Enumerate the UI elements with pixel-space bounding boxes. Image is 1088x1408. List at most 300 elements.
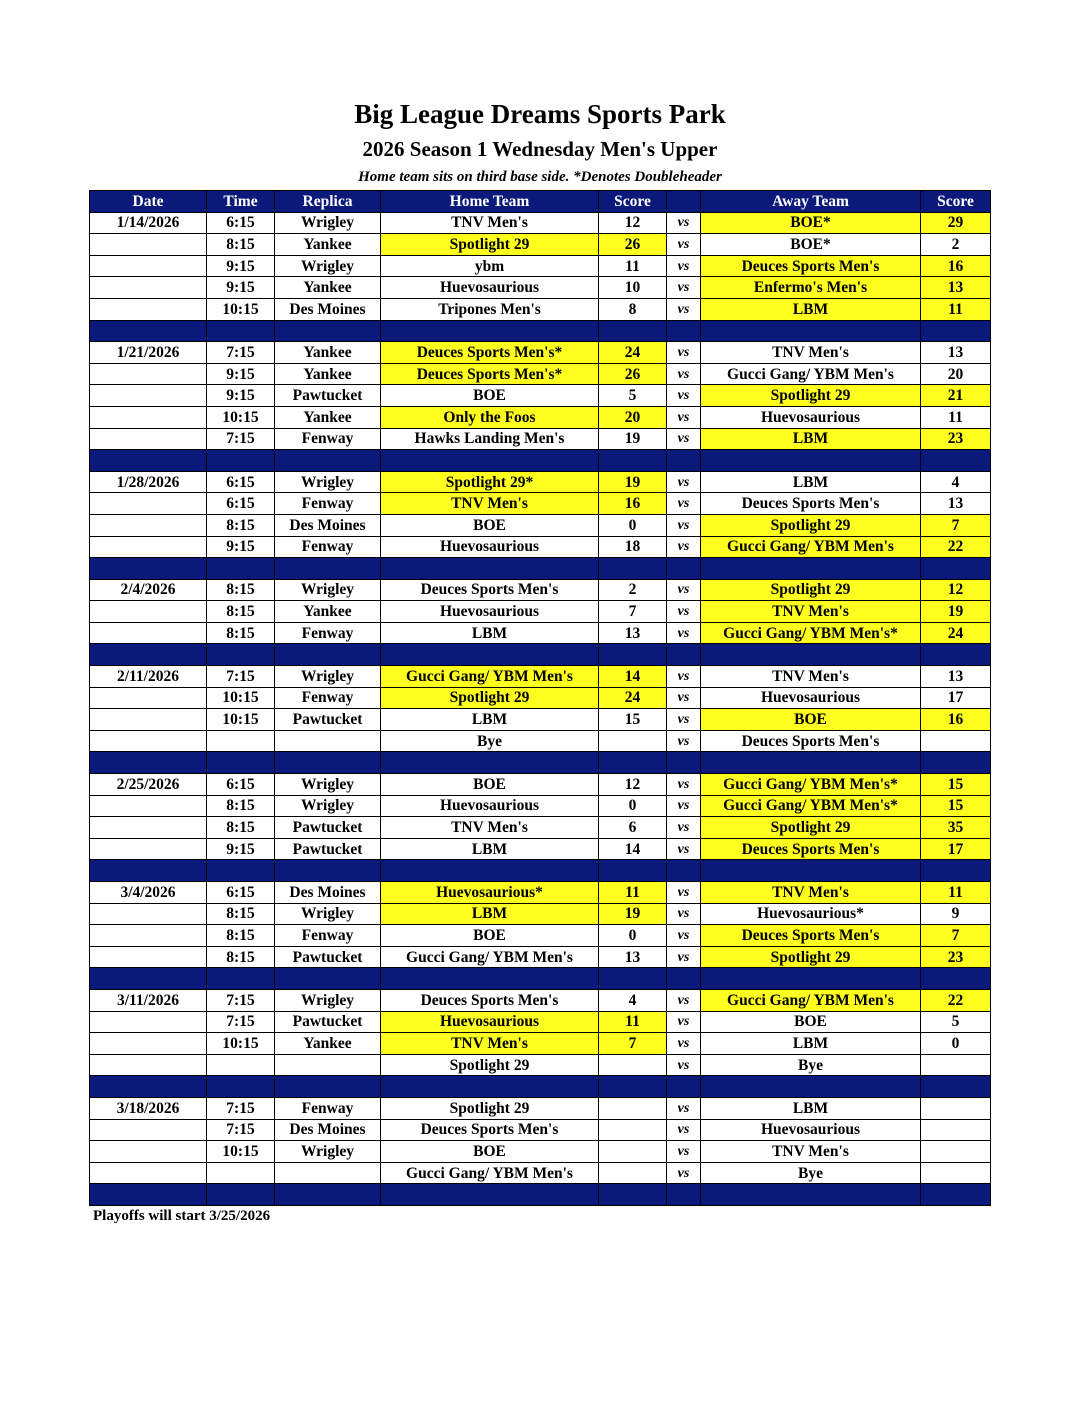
separator-cell (701, 558, 921, 580)
away-team: Gucci Gang/ YBM Men's (701, 363, 921, 385)
away-score (921, 1097, 991, 1119)
home-score: 19 (599, 428, 667, 450)
game-replica-field: Wrigley (275, 774, 381, 796)
game-time: 8:15 (207, 514, 275, 536)
away-team: TNV Men's (701, 666, 921, 688)
separator-cell (667, 752, 701, 774)
game-date: 1/14/2026 (90, 212, 207, 234)
game-replica-field: Pawtucket (275, 817, 381, 839)
away-team: TNV Men's (701, 882, 921, 904)
separator-cell (275, 320, 381, 342)
vs-label: vs (667, 255, 701, 277)
game-time: 8:15 (207, 925, 275, 947)
home-team: Spotlight 29 (381, 1054, 599, 1076)
game-time: 7:15 (207, 666, 275, 688)
home-team: TNV Men's (381, 212, 599, 234)
home-team: Huevosaurious (381, 277, 599, 299)
separator-cell (599, 860, 667, 882)
away-score: 16 (921, 709, 991, 731)
home-score: 0 (599, 795, 667, 817)
game-row (90, 1033, 991, 1055)
separator-cell (701, 1184, 921, 1206)
vs-label: vs (667, 1162, 701, 1184)
vs-label: vs (667, 1097, 701, 1119)
game-row (90, 817, 991, 839)
away-team: LBM (701, 428, 921, 450)
game-time: 7:15 (207, 989, 275, 1011)
separator-cell (275, 450, 381, 472)
away-score: 13 (921, 342, 991, 364)
game-time: 6:15 (207, 471, 275, 493)
separator-cell (667, 968, 701, 990)
game-row (90, 471, 991, 493)
separator-cell (667, 1184, 701, 1206)
game-row (90, 234, 991, 256)
home-team: Huevosaurious (381, 601, 599, 623)
away-score: 16 (921, 255, 991, 277)
away-team: Spotlight 29 (701, 946, 921, 968)
game-row (90, 601, 991, 623)
home-score: 24 (599, 342, 667, 364)
away-team: TNV Men's (701, 601, 921, 623)
game-replica-field: Yankee (275, 1033, 381, 1055)
home-score: 10 (599, 277, 667, 299)
game-date: 3/4/2026 (90, 882, 207, 904)
separator-cell (207, 752, 275, 774)
separator-cell (207, 450, 275, 472)
game-date: 2/25/2026 (90, 774, 207, 796)
vs-label: vs (667, 277, 701, 299)
away-team: Spotlight 29 (701, 817, 921, 839)
home-team: Deuces Sports Men's (381, 579, 599, 601)
home-team: BOE (381, 1141, 599, 1163)
separator-cell (599, 644, 667, 666)
home-team: BOE (381, 774, 599, 796)
week-separator (90, 644, 991, 666)
game-replica-field: Wrigley (275, 989, 381, 1011)
game-time: 6:15 (207, 882, 275, 904)
home-team: Spotlight 29 (381, 1097, 599, 1119)
game-date (90, 428, 207, 450)
away-team: Spotlight 29 (701, 514, 921, 536)
week-separator (90, 558, 991, 580)
vs-label: vs (667, 795, 701, 817)
away-team: Gucci Gang/ YBM Men's* (701, 622, 921, 644)
game-row (90, 363, 991, 385)
separator-cell (921, 644, 991, 666)
game-replica-field: Fenway (275, 493, 381, 515)
home-score (599, 730, 667, 752)
home-team: LBM (381, 709, 599, 731)
separator-cell (207, 1184, 275, 1206)
game-date (90, 1141, 207, 1163)
away-score: 15 (921, 774, 991, 796)
away-score: 12 (921, 579, 991, 601)
home-score: 4 (599, 989, 667, 1011)
game-replica-field: Yankee (275, 363, 381, 385)
header-date: Date (90, 191, 207, 213)
separator-cell (667, 860, 701, 882)
game-date: 1/21/2026 (90, 342, 207, 364)
game-time: 7:15 (207, 428, 275, 450)
home-score (599, 1141, 667, 1163)
game-row (90, 622, 991, 644)
away-score: 2 (921, 234, 991, 256)
game-row (90, 903, 991, 925)
game-date (90, 255, 207, 277)
header-row (90, 191, 991, 213)
game-time: 10:15 (207, 709, 275, 731)
week-separator (90, 752, 991, 774)
game-date (90, 795, 207, 817)
game-row (90, 709, 991, 731)
game-replica-field: Wrigley (275, 579, 381, 601)
playoffs-note: Playoffs will start 3/25/2026 (93, 1208, 271, 1224)
game-replica-field (275, 1162, 381, 1184)
home-team: BOE (381, 385, 599, 407)
vs-label: vs (667, 946, 701, 968)
game-date: 3/18/2026 (90, 1097, 207, 1119)
away-score: 11 (921, 882, 991, 904)
away-team: Gucci Gang/ YBM Men's (701, 989, 921, 1011)
game-replica-field: Fenway (275, 687, 381, 709)
separator-cell (667, 558, 701, 580)
game-row (90, 687, 991, 709)
home-score: 24 (599, 687, 667, 709)
game-time: 8:15 (207, 817, 275, 839)
away-score: 21 (921, 385, 991, 407)
separator-cell (921, 968, 991, 990)
game-row (90, 493, 991, 515)
home-team: BOE (381, 925, 599, 947)
separator-cell (207, 558, 275, 580)
week-separator (90, 1184, 991, 1206)
separator-cell (90, 752, 207, 774)
game-date (90, 1119, 207, 1141)
home-score: 0 (599, 925, 667, 947)
away-team: Enfermo's Men's (701, 277, 921, 299)
home-team: Hawks Landing Men's (381, 428, 599, 450)
separator-cell (275, 1184, 381, 1206)
game-replica-field: Wrigley (275, 212, 381, 234)
separator-cell (701, 968, 921, 990)
game-date (90, 601, 207, 623)
separator-cell (701, 320, 921, 342)
home-team: ybm (381, 255, 599, 277)
game-date (90, 277, 207, 299)
separator-cell (599, 320, 667, 342)
away-score: 13 (921, 493, 991, 515)
home-team: Deuces Sports Men's* (381, 342, 599, 364)
game-replica-field: Yankee (275, 277, 381, 299)
header-time: Time (207, 191, 275, 213)
game-row (90, 882, 991, 904)
vs-label: vs (667, 709, 701, 731)
separator-cell (599, 558, 667, 580)
separator-cell (701, 450, 921, 472)
away-score: 4 (921, 471, 991, 493)
game-date (90, 687, 207, 709)
away-score: 22 (921, 536, 991, 558)
separator-cell (921, 558, 991, 580)
game-date (90, 925, 207, 947)
week-separator (90, 450, 991, 472)
home-score: 5 (599, 385, 667, 407)
home-team: Deuces Sports Men's (381, 989, 599, 1011)
header-away-team: Away Team (701, 191, 921, 213)
vs-label: vs (667, 882, 701, 904)
game-row (90, 514, 991, 536)
separator-cell (381, 450, 599, 472)
separator-cell (381, 752, 599, 774)
game-replica-field (275, 1054, 381, 1076)
game-replica-field: Pawtucket (275, 709, 381, 731)
game-time: 8:15 (207, 601, 275, 623)
game-row (90, 406, 991, 428)
separator-cell (90, 1184, 207, 1206)
game-time: 8:15 (207, 622, 275, 644)
game-date (90, 622, 207, 644)
away-team: Bye (701, 1054, 921, 1076)
away-score: 13 (921, 277, 991, 299)
separator-cell (275, 752, 381, 774)
game-row (90, 428, 991, 450)
game-time: 7:15 (207, 1011, 275, 1033)
separator-cell (921, 320, 991, 342)
doubleheader-note: Home team sits on third base side. *Denotes Doubleheader (358, 169, 722, 185)
away-team: BOE (701, 1011, 921, 1033)
away-score: 35 (921, 817, 991, 839)
game-replica-field: Yankee (275, 601, 381, 623)
game-time: 9:15 (207, 536, 275, 558)
separator-cell (275, 558, 381, 580)
header-home-team: Home Team (381, 191, 599, 213)
game-replica-field: Fenway (275, 536, 381, 558)
away-team: Deuces Sports Men's (701, 255, 921, 277)
vs-label: vs (667, 536, 701, 558)
game-date (90, 946, 207, 968)
away-team: LBM (701, 471, 921, 493)
game-row (90, 774, 991, 796)
away-team: BOE (701, 709, 921, 731)
home-team: Spotlight 29 (381, 234, 599, 256)
game-replica-field: Yankee (275, 342, 381, 364)
away-score: 23 (921, 428, 991, 450)
home-score (599, 1119, 667, 1141)
game-time: 8:15 (207, 903, 275, 925)
vs-label: vs (667, 298, 701, 320)
away-team: Deuces Sports Men's (701, 493, 921, 515)
away-team: Huevosaurious (701, 406, 921, 428)
game-date (90, 838, 207, 860)
vs-label: vs (667, 666, 701, 688)
separator-cell (381, 1184, 599, 1206)
game-replica-field: Fenway (275, 622, 381, 644)
separator-cell (701, 1076, 921, 1098)
game-time: 10:15 (207, 687, 275, 709)
separator-cell (921, 752, 991, 774)
home-team: Huevosaurious* (381, 882, 599, 904)
vs-label: vs (667, 212, 701, 234)
vs-label: vs (667, 687, 701, 709)
separator-cell (207, 860, 275, 882)
away-score: 7 (921, 925, 991, 947)
week-separator (90, 320, 991, 342)
away-team: Spotlight 29 (701, 385, 921, 407)
page-title: Big League Dreams Sports Park (354, 99, 726, 129)
separator-cell (701, 860, 921, 882)
game-time: 8:15 (207, 946, 275, 968)
separator-cell (275, 1076, 381, 1098)
game-time: 10:15 (207, 1033, 275, 1055)
home-score: 16 (599, 493, 667, 515)
header-home-score: Score (599, 191, 667, 213)
game-time: 6:15 (207, 493, 275, 515)
home-score: 0 (599, 514, 667, 536)
away-score: 23 (921, 946, 991, 968)
away-team: Gucci Gang/ YBM Men's (701, 536, 921, 558)
away-team: BOE* (701, 212, 921, 234)
away-team: Huevosaurious (701, 1119, 921, 1141)
game-date (90, 1011, 207, 1033)
game-time: 7:15 (207, 1119, 275, 1141)
game-date (90, 1162, 207, 1184)
home-team: Bye (381, 730, 599, 752)
game-row (90, 1162, 991, 1184)
separator-cell (921, 1184, 991, 1206)
game-time: 10:15 (207, 298, 275, 320)
separator-cell (275, 860, 381, 882)
away-score: 19 (921, 601, 991, 623)
separator-cell (90, 450, 207, 472)
game-row (90, 536, 991, 558)
away-team: LBM (701, 298, 921, 320)
game-date (90, 493, 207, 515)
game-row (90, 255, 991, 277)
separator-cell (207, 1076, 275, 1098)
game-replica-field: Wrigley (275, 255, 381, 277)
separator-cell (921, 860, 991, 882)
separator-cell (207, 968, 275, 990)
game-row (90, 579, 991, 601)
home-score: 13 (599, 946, 667, 968)
game-row (90, 1054, 991, 1076)
game-time: 10:15 (207, 1141, 275, 1163)
away-team: TNV Men's (701, 1141, 921, 1163)
separator-cell (275, 644, 381, 666)
away-team: Deuces Sports Men's (701, 730, 921, 752)
vs-label: vs (667, 817, 701, 839)
game-date (90, 514, 207, 536)
away-score: 11 (921, 298, 991, 320)
game-time (207, 730, 275, 752)
away-team: Deuces Sports Men's (701, 925, 921, 947)
separator-cell (599, 1076, 667, 1098)
game-time: 9:15 (207, 363, 275, 385)
vs-label: vs (667, 342, 701, 364)
game-row (90, 925, 991, 947)
game-date (90, 709, 207, 731)
vs-label: vs (667, 493, 701, 515)
away-team: Bye (701, 1162, 921, 1184)
home-team: Gucci Gang/ YBM Men's (381, 1162, 599, 1184)
game-row (90, 212, 991, 234)
away-score: 15 (921, 795, 991, 817)
schedule-table (89, 190, 991, 1206)
away-score: 22 (921, 989, 991, 1011)
game-time (207, 1162, 275, 1184)
home-score: 26 (599, 363, 667, 385)
game-row (90, 1141, 991, 1163)
game-date (90, 406, 207, 428)
home-score: 7 (599, 1033, 667, 1055)
home-score (599, 1097, 667, 1119)
home-team: Deuces Sports Men's* (381, 363, 599, 385)
week-separator (90, 860, 991, 882)
away-team: Deuces Sports Men's (701, 838, 921, 860)
vs-label: vs (667, 428, 701, 450)
separator-cell (90, 320, 207, 342)
game-replica-field: Des Moines (275, 514, 381, 536)
separator-cell (90, 1076, 207, 1098)
game-date: 2/11/2026 (90, 666, 207, 688)
away-score: 20 (921, 363, 991, 385)
separator-cell (381, 1076, 599, 1098)
home-team: TNV Men's (381, 817, 599, 839)
game-replica-field: Pawtucket (275, 838, 381, 860)
home-score: 11 (599, 1011, 667, 1033)
separator-cell (207, 644, 275, 666)
game-row (90, 385, 991, 407)
home-score: 19 (599, 903, 667, 925)
vs-label: vs (667, 774, 701, 796)
game-time: 8:15 (207, 579, 275, 601)
game-replica-field: Pawtucket (275, 1011, 381, 1033)
separator-cell (921, 450, 991, 472)
game-date (90, 363, 207, 385)
away-score: 0 (921, 1033, 991, 1055)
game-replica-field: Des Moines (275, 298, 381, 320)
game-replica-field: Fenway (275, 1097, 381, 1119)
away-team: TNV Men's (701, 342, 921, 364)
home-score (599, 1054, 667, 1076)
separator-cell (90, 968, 207, 990)
game-row (90, 342, 991, 364)
away-team: Gucci Gang/ YBM Men's* (701, 795, 921, 817)
separator-cell (381, 320, 599, 342)
home-score: 11 (599, 882, 667, 904)
game-row (90, 1119, 991, 1141)
home-team: TNV Men's (381, 493, 599, 515)
game-row (90, 1011, 991, 1033)
home-score: 18 (599, 536, 667, 558)
game-time: 7:15 (207, 1097, 275, 1119)
game-date (90, 536, 207, 558)
home-score: 14 (599, 838, 667, 860)
page-subtitle: 2026 Season 1 Wednesday Men's Upper (362, 137, 718, 161)
game-time: 9:15 (207, 838, 275, 860)
week-separator (90, 968, 991, 990)
game-date (90, 730, 207, 752)
separator-cell (90, 644, 207, 666)
home-team: Spotlight 29* (381, 471, 599, 493)
game-date (90, 1033, 207, 1055)
home-team: Spotlight 29 (381, 687, 599, 709)
home-score: 15 (599, 709, 667, 731)
game-row (90, 989, 991, 1011)
game-replica-field: Fenway (275, 925, 381, 947)
home-team: Tripones Men's (381, 298, 599, 320)
